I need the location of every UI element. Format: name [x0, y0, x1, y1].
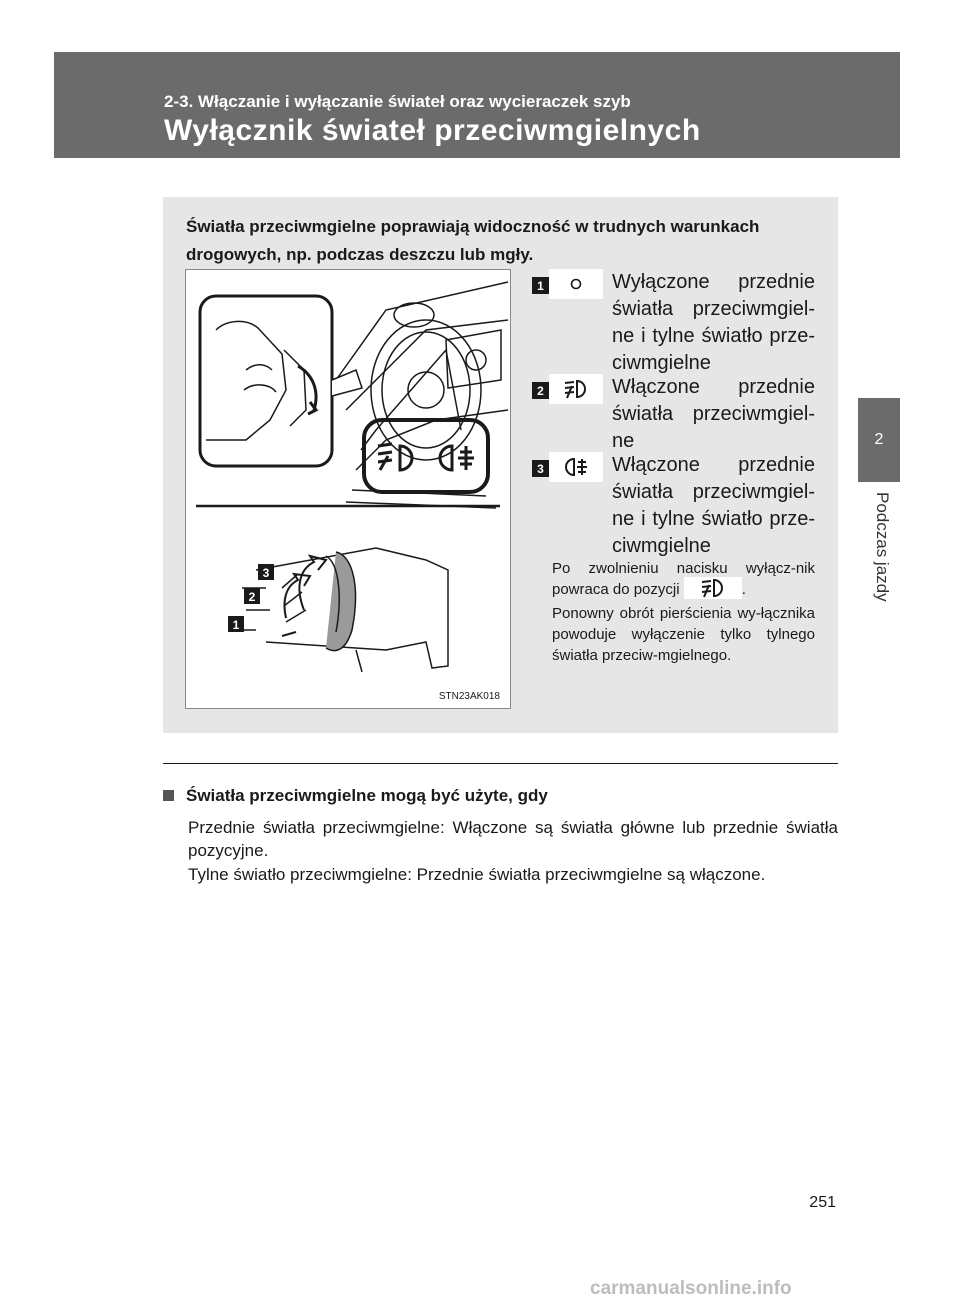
chapter-tab[interactable]: 2 — [858, 398, 900, 482]
return-note — [552, 558, 815, 601]
conditions-heading-text: Światła przeciwmgielne mogą być użyte, gdy — [186, 786, 548, 805]
item-text: Włączone przednie światła przeciwmgiel-ne i tylne światło prze-ciwmgielne — [612, 454, 815, 557]
front-fog-light-icon — [549, 374, 603, 404]
rear-fog-light-icon — [549, 452, 603, 482]
section-title: 2-3. Włączanie i wyłączanie świateł oraz wycieraczek szyb — [164, 92, 631, 111]
page-number: 251 — [809, 1194, 836, 1211]
rear-condition: Tylne światło przeciwmgielne: Przednie światła przeciwmgielne są włączone. — [188, 865, 766, 884]
callout-2: 2 — [248, 590, 256, 604]
page-title: Wyłącznik świateł przeciwmgielnych — [164, 114, 701, 147]
image-code: STN23AK018 — [438, 691, 500, 702]
divider — [163, 763, 838, 764]
off-icon — [549, 269, 603, 299]
callout-1: 1 — [232, 618, 240, 632]
fog-item-front-rear — [532, 452, 816, 562]
conditions-heading — [163, 786, 548, 806]
item-badge: 1 — [532, 277, 549, 294]
bullet-square-icon — [163, 790, 174, 801]
intro-text: Światła przeciwmgielne poprawiają widoczność w trudnych warunkach drogowych, np. podczas deszczu lub mgły. — [186, 217, 760, 264]
watermark: carmanualsonline.info — [590, 1278, 792, 1299]
item-badge: 3 — [532, 460, 549, 477]
rear-off-note: Ponowny obrót pierścienia wy-łącznika powoduje wyłączenie tylko tylnego światła przeciw-mgielnego. — [552, 605, 815, 664]
fog-switch-illustration — [185, 269, 511, 709]
fog-item-front — [532, 374, 816, 458]
item-badge: 2 — [532, 382, 549, 399]
item-text: Wyłączone przednie światła przeciwmgiel-ne i tylne światło prze-ciwmgielne — [612, 271, 815, 374]
note-end: . — [741, 581, 746, 598]
front-fog-light-icon — [684, 577, 742, 599]
item-text: Włączone przednie światła przeciwmgiel-ne — [612, 376, 815, 452]
front-condition: Przednie światła przeciwmgielne: Włączone są światła główne lub przednie światła pozycyjne. — [188, 818, 838, 860]
note-text: Po zwolnieniu nacisku wyłącz-nik powraca do pozycji — [552, 560, 815, 598]
fog-item-off — [532, 269, 816, 385]
info-panel — [163, 197, 838, 733]
chapter-label: Podczas jazdy — [873, 492, 892, 602]
callout-3: 3 — [262, 566, 270, 580]
page-header — [54, 52, 900, 158]
